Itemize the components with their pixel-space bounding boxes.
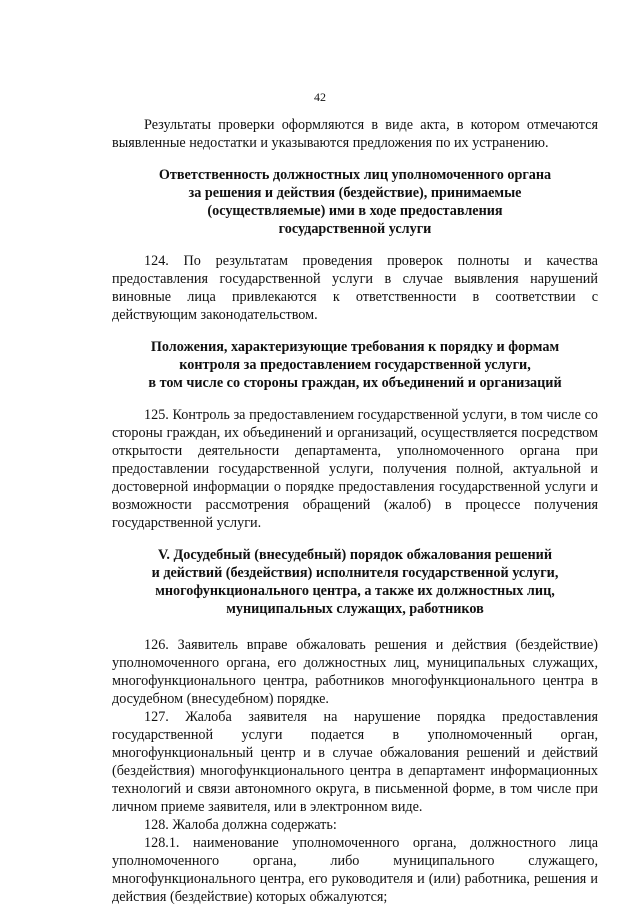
paragraph-125: 125. Контроль за предоставлением государственной услуги, в том числе со стороны граждан, их объединений и организаций, осуществляется посредством открытости деятельности департамента, уполномоченного органа при предоставлении государственной услуги, получения полной, актуальной и достоверной информации о порядке предоставления государственной услуги и возможности рассмотрения обращений (жалоб) в процессе получения государственной услуги. [112, 407, 598, 531]
heading-line: Ответственность должностных лиц уполномоченного органа [158, 167, 552, 183]
heading-line: Положения, характеризующие требования к порядку и формам [150, 339, 560, 355]
paragraph-128: 128. Жалоба должна содержать: [144, 817, 337, 833]
paragraph-127: 127. Жалоба заявителя на нарушение порядка предоставления государственной услуги подается в уполномоченный орган, многофункциональный центр и в случае обжалования решений и действий (бездействия) многофункционального центра в департамент информационных технологий и связи автономного округа, в письменной форме, в том числе при личном приеме заявителя, или в электронном виде. [112, 709, 598, 815]
heading-line: и действий (бездействия) исполнителя государственной услуги, [151, 565, 559, 581]
intro-paragraph: Результаты проверки оформляются в виде акта, в котором отмечаются выявленные недостатки и указываются предложения по их устранению. [112, 117, 598, 151]
paragraph-128-1: 128.1. наименование уполномоченного органа, должностного лица уполномоченного органа, либо муниципального служащего, многофункционального центра, его руководителя и (или) работника, решения и действия (бездействие) которых обжалуются; [112, 835, 598, 905]
paragraph-124: 124. По результатам проведения проверок полноты и качества предоставления государственной услуги в случае выявления нарушений виновные лица привлекаются к ответственности в соответствии с действующим законодательством. [112, 253, 598, 323]
heading-line: V. Досудебный (внесудебный) порядок обжалования решений [158, 547, 552, 563]
heading-control [112, 338, 598, 392]
heading-line: (осуществляемые) ими в ходе предоставления [207, 203, 503, 219]
heading-line: многофункционального центра, а также их должностных лиц, [155, 583, 555, 599]
heading-line: в том числе со стороны граждан, их объединений и организаций [148, 375, 562, 391]
heading-responsibility [112, 166, 598, 238]
heading-line: за решения и действия (бездействие), принимаемые [188, 185, 522, 201]
heading-section-v [112, 546, 598, 618]
heading-line: муниципальных служащих, работников [226, 601, 484, 617]
paragraph-126: 126. Заявитель вправе обжаловать решения и действия (бездействие) уполномоченного органа, его должностных лиц, муниципальных служащих, многофункционального центра, работников многофункционального центра в досудебном (внесудебном) порядке. [112, 637, 598, 707]
page-number: 42 [314, 90, 326, 104]
page-content [112, 116, 598, 906]
heading-line: государственной услуги [278, 221, 432, 237]
heading-line: контроля за предоставлением государственной услуги, [179, 357, 531, 373]
